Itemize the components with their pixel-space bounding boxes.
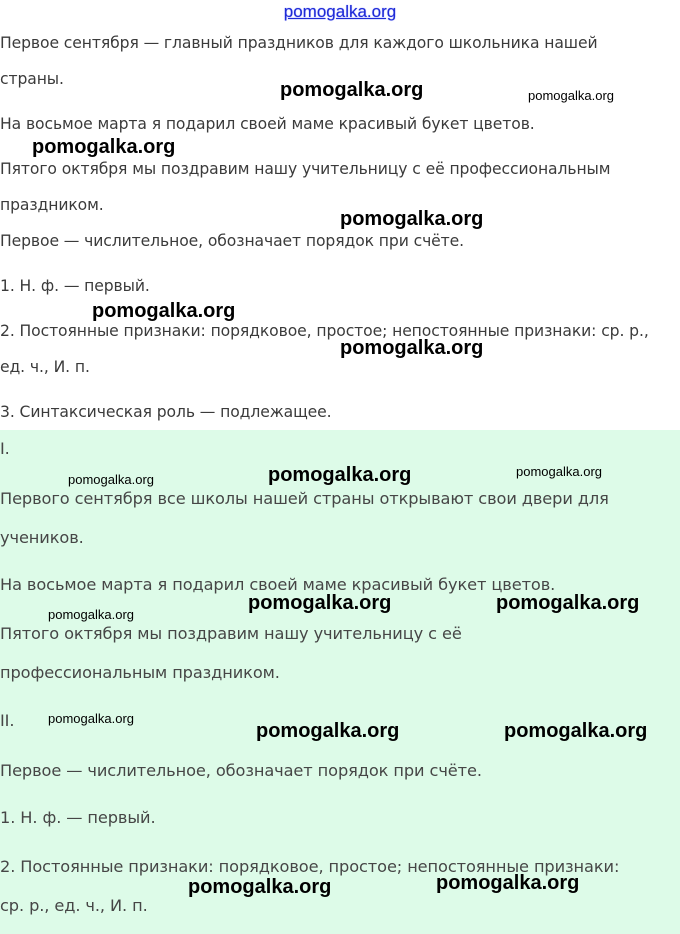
text-line: Первое — числительное, обозначает порядок при счёте.: [0, 232, 465, 250]
watermark: pomogalka.org: [256, 720, 400, 742]
text-line: Первого сентября все школы нашей страны открывают свои двери для: [0, 489, 609, 508]
text-line: ср. р., ед. ч., И. п.: [0, 896, 148, 915]
text-line: 3. Синтаксическая роль — подлежащее.: [0, 403, 332, 421]
text-line: страны.: [0, 70, 64, 88]
watermark: pomogalka.org: [92, 300, 236, 322]
text-line: 2. Постоянные признаки: порядковое, простое; непостоянные признаки:: [0, 857, 620, 876]
watermark: pomogalka.org: [48, 607, 134, 622]
text-line: профессиональным праздником.: [0, 663, 280, 682]
watermark: pomogalka.org: [528, 88, 614, 103]
site-link[interactable]: pomogalka.org: [283, 2, 397, 21]
text-line: ед. ч., И. п.: [0, 358, 90, 376]
watermark: pomogalka.org: [504, 720, 648, 742]
text-line: Пятого октября мы поздравим нашу учительницу с её: [0, 624, 462, 643]
section-label: I.: [0, 439, 10, 458]
watermark: pomogalka.org: [32, 136, 176, 158]
watermark: pomogalka.org: [280, 79, 424, 101]
text-line: праздником.: [0, 196, 104, 214]
text-line: Пятого октября мы поздравим нашу учительницу с её профессиональным: [0, 160, 611, 178]
text-line: 1. Н. ф. — первый.: [0, 277, 150, 295]
text-line: На восьмое марта я подарил своей маме красивый букет цветов.: [0, 575, 556, 594]
watermark: pomogalka.org: [68, 472, 154, 487]
watermark: pomogalka.org: [340, 337, 484, 359]
watermark: pomogalka.org: [496, 592, 640, 614]
section-label: II.: [0, 711, 15, 730]
watermark: pomogalka.org: [268, 464, 412, 486]
text-line: На восьмое марта я подарил своей маме красивый букет цветов.: [0, 115, 535, 133]
text-line: Первое — числительное, обозначает порядок при счёте.: [0, 761, 482, 780]
watermark: pomogalka.org: [340, 208, 484, 230]
watermark: pomogalka.org: [48, 711, 134, 726]
watermark: pomogalka.org: [248, 592, 392, 614]
watermark: pomogalka.org: [516, 464, 602, 479]
watermark: pomogalka.org: [436, 872, 580, 894]
watermark: pomogalka.org: [188, 876, 332, 898]
text-line: учеников.: [0, 528, 84, 547]
text-line: 2. Постоянные признаки: порядковое, простое; непостоянные признаки: ср. р.,: [0, 322, 649, 340]
text-line: 1. Н. ф. — первый.: [0, 808, 156, 827]
text-line: Первое сентября — главный праздников для каждого школьника нашей: [0, 34, 598, 52]
